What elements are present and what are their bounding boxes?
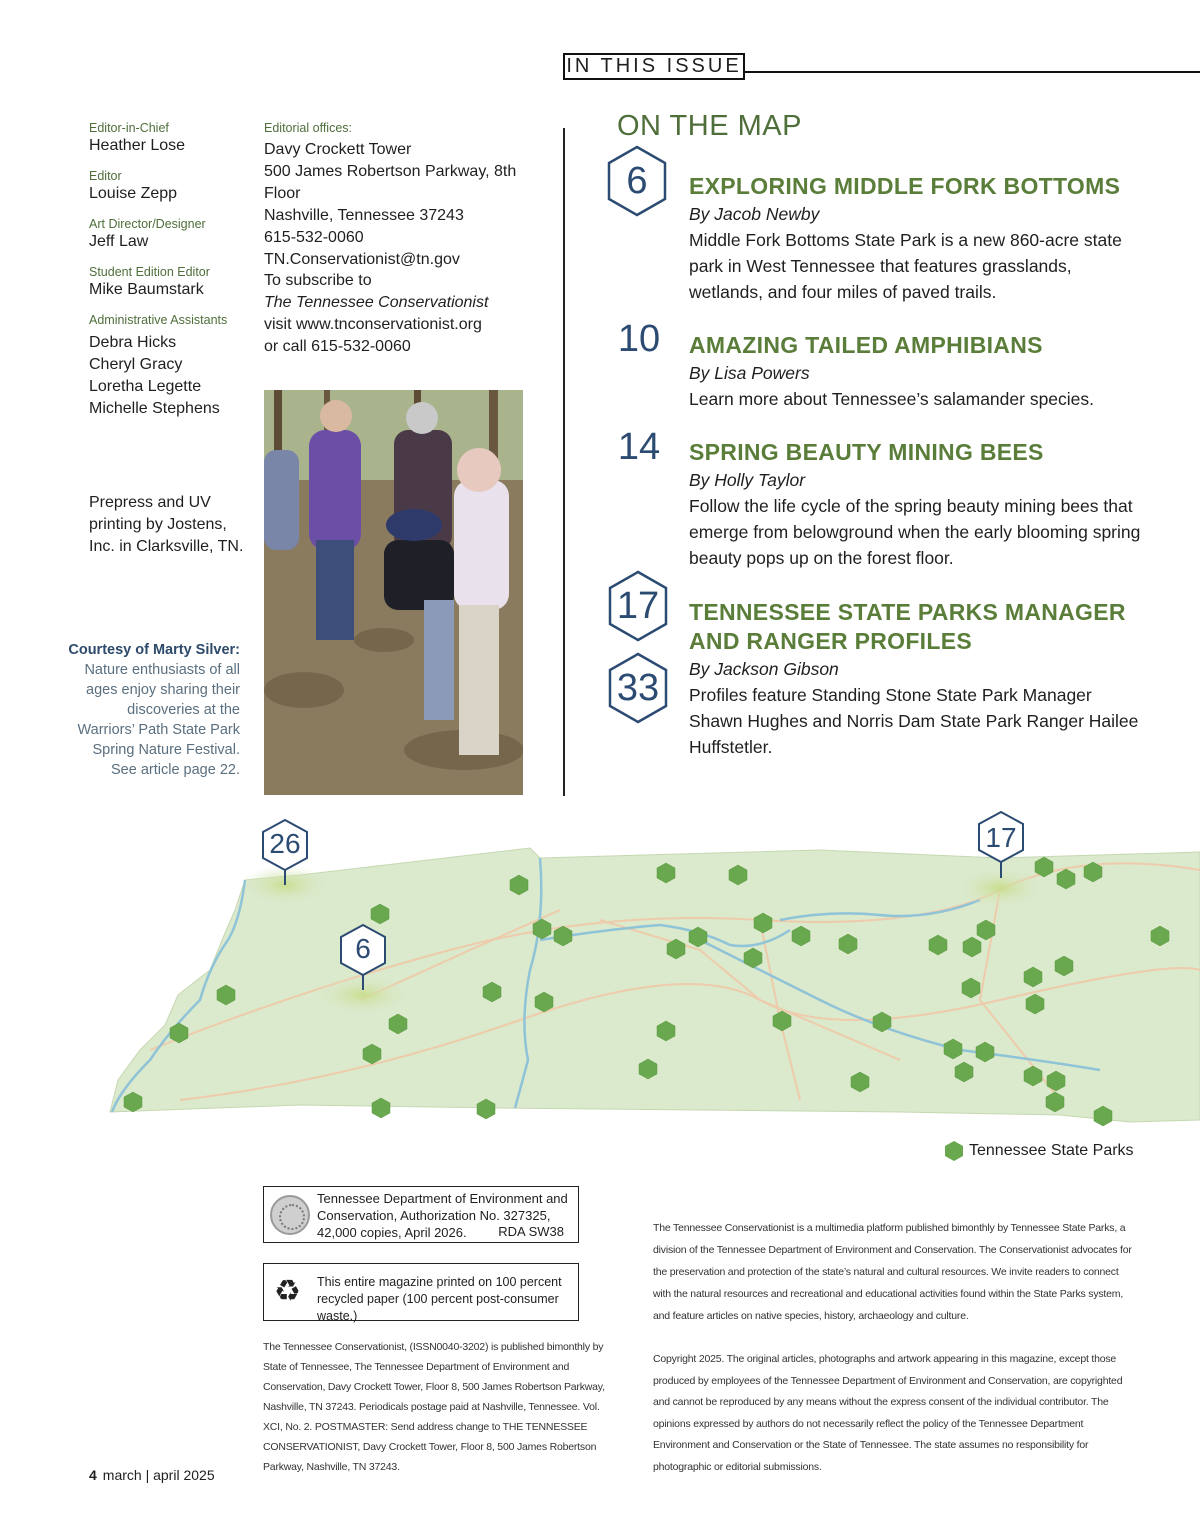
prepress-note: Prepress and UV printing by Jostens, Inc. in Clarksville, TN. bbox=[89, 494, 244, 555]
subscribe-phone: or call 615-532-0060 bbox=[264, 338, 411, 355]
article-amphibians[interactable] bbox=[689, 331, 1149, 412]
article-byline: By Holly Taylor bbox=[689, 470, 806, 490]
map-svg bbox=[0, 800, 1200, 1180]
rda-code: RDA SW38 bbox=[498, 1224, 564, 1239]
column-divider bbox=[563, 128, 565, 796]
legend-label: Tennessee State Parks bbox=[969, 1142, 1134, 1160]
article-title: EXPLORING MIDDLE FORK BOTTOMS bbox=[689, 173, 1121, 199]
masthead-editor bbox=[89, 168, 249, 203]
role-label: Editor-in-Chief bbox=[89, 121, 169, 135]
authorization-text: Tennessee Department of Environment and Conservation, Authorization No. 327325, 42,000 copies, April 2026. bbox=[317, 1191, 568, 1240]
article-description: Profiles feature Standing Stone State Park Manager Shawn Hughes and Norris Dam State Park Ranger Hailee Huffstetler. bbox=[689, 685, 1139, 757]
subscribe-line: To subscribe to bbox=[264, 272, 372, 289]
person-name: Debra Hicks bbox=[89, 334, 177, 351]
page-number-10[interactable]: 10 bbox=[617, 318, 661, 360]
recycled-paper-box bbox=[263, 1263, 579, 1321]
article-description: Middle Fork Bottoms State Park is a new 860-acre state park in West Tennessee that features grasslands, wetlands, and four miles of paved trails. bbox=[689, 230, 1122, 302]
article-title: SPRING BEAUTY MINING BEES bbox=[689, 439, 1044, 465]
article-profiles[interactable] bbox=[689, 598, 1149, 760]
folio-issue: march | april 2025 bbox=[102, 1467, 215, 1483]
article-description: Learn more about Tennessee’s salamander species. bbox=[689, 389, 1095, 409]
caption-text: Nature enthusiasts of all ages enjoy sharing their discoveries at the Warriors’ Path State Park Spring Nature Festival. See article page 22. bbox=[77, 662, 240, 778]
photo-illustration bbox=[264, 390, 523, 795]
masthead bbox=[89, 120, 249, 433]
map-legend bbox=[944, 1140, 1134, 1162]
publication-info: The Tennessee Conservationist, (ISSN0040-3202) is published bimonthly by State of Tennessee, The Tennessee Department of Environment and Conservation, Davy Crockett Tower, Floor 8, 500 James Robertson Parkway, Nashville, TN 37243. Periodicals postage paid at Nashville, Tennessee. Vol. XCI, No. 2. POSTMASTER: Send address change to THE TENNESSEE CONSERVATIONIST, Davy Crockett Tower, Floor 8, 500 James Robertson Parkway, Nashville, TN 37243. bbox=[263, 1341, 605, 1473]
page-folio bbox=[89, 1467, 215, 1483]
person-name: Heather Lose bbox=[89, 137, 186, 154]
on-the-map-title: ON THE MAP bbox=[617, 110, 802, 142]
role-label: Student Edition Editor bbox=[89, 265, 210, 279]
masthead-art-director bbox=[89, 216, 249, 251]
article-description: Follow the life cycle of the spring beauty mining bees that emerge from belowground when the early blooming spring beauty pops up on the forest floor. bbox=[689, 496, 1141, 568]
person-name: Louise Zepp bbox=[89, 185, 178, 202]
about-statement: The Tennessee Conservationist is a multimedia platform published bimonthly by Tennessee State Parks, a division of the Tennessee Department of Environment and Conservation. The Conservationist advocates for the preservation and protection of the state’s natural and cultural resources. We invite readers to connect with the natural resources and recreational and educational activities found within the State Parks system, and feature articles on native species, history, archaeology and culture. bbox=[653, 1222, 1132, 1322]
masthead-student-editor bbox=[89, 264, 249, 299]
article-middle-fork[interactable] bbox=[689, 172, 1149, 305]
article-byline: By Jackson Gibson bbox=[689, 659, 839, 679]
page-hex-6[interactable] bbox=[606, 145, 668, 217]
magazine-title: The Tennessee Conservationist bbox=[264, 294, 489, 311]
person-name: Jeff Law bbox=[89, 233, 149, 250]
park-hexagon-icon bbox=[944, 1140, 964, 1162]
caption-credit: Courtesy of Marty Silver: bbox=[68, 642, 240, 658]
map-marker-label: 26 bbox=[269, 828, 301, 859]
article-mining-bees[interactable] bbox=[689, 438, 1149, 571]
person-name: Cheryl Gracy bbox=[89, 356, 183, 373]
article-title: AMAZING TAILED AMPHIBIANS bbox=[689, 332, 1043, 358]
header-rule bbox=[745, 71, 1200, 73]
recycle-icon: ♻ bbox=[274, 1275, 301, 1308]
page-number-14[interactable]: 14 bbox=[617, 426, 661, 468]
address-line: Nashville, Tennessee 37243 bbox=[264, 207, 464, 224]
editorial-offices bbox=[264, 120, 554, 271]
recycled-paper-text: This entire magazine printed on 100 percent recycled paper (100 percent post-consumer waste.) bbox=[317, 1275, 562, 1323]
issue-label: IN THIS ISSUE bbox=[563, 53, 745, 80]
page-number: 17 bbox=[616, 585, 660, 627]
map-marker-label: 17 bbox=[985, 822, 1017, 853]
person-name: Michelle Stephens bbox=[89, 400, 220, 417]
state-seal-icon bbox=[270, 1195, 310, 1235]
email-link[interactable]: TN.Conservationist@tn.gov bbox=[264, 251, 460, 268]
role-label: Art Director/Designer bbox=[89, 217, 206, 231]
photo-caption bbox=[66, 640, 240, 780]
phone-number: 615-532-0060 bbox=[264, 229, 364, 246]
role-label: Administrative Assistants bbox=[89, 313, 228, 327]
address-line: 500 James Robertson Parkway, 8th Floor bbox=[264, 163, 517, 202]
tdec-authorization-box bbox=[263, 1186, 579, 1243]
subscribe-info bbox=[264, 270, 554, 358]
role-label: Editor bbox=[89, 169, 122, 183]
folio-page-number: 4 bbox=[89, 1467, 97, 1483]
map-marker-label: 6 bbox=[355, 933, 371, 964]
festival-photo bbox=[264, 390, 523, 795]
tennessee-map bbox=[0, 800, 1200, 1180]
article-byline: By Lisa Powers bbox=[689, 363, 810, 383]
article-title: TENNESSEE STATE PARKS MANAGER AND RANGER PROFILES bbox=[689, 599, 1126, 654]
subscribe-url[interactable]: visit www.tnconservationist.org bbox=[264, 316, 482, 333]
page-hex-33[interactable] bbox=[607, 652, 669, 724]
offices-label: Editorial offices: bbox=[264, 121, 353, 135]
copyright-statement: Copyright 2025. The original articles, photographs and artwork appearing in this magazine, except those produced by employees of the Tennessee Department of Environment and Conservation, are copyrighted and cannot be reproduced by any means without the express consent of the individual contributor. The opinions expressed by authors do not necessarily reflect the policy of the Tennessee Department Environment and Conservation or the State of Tennessee. The state assumes no responsibility for photographic or editorial submissions. bbox=[653, 1353, 1123, 1473]
masthead-editor-in-chief bbox=[89, 120, 249, 155]
person-name: Loretha Legette bbox=[89, 378, 202, 395]
page-hex-17[interactable] bbox=[607, 570, 669, 642]
page-number: 33 bbox=[616, 667, 660, 709]
person-name: Mike Baumstark bbox=[89, 281, 204, 298]
masthead-admin bbox=[89, 312, 249, 420]
page-number: 6 bbox=[626, 160, 648, 202]
address-line: Davy Crockett Tower bbox=[264, 141, 412, 158]
article-byline: By Jacob Newby bbox=[689, 204, 820, 224]
